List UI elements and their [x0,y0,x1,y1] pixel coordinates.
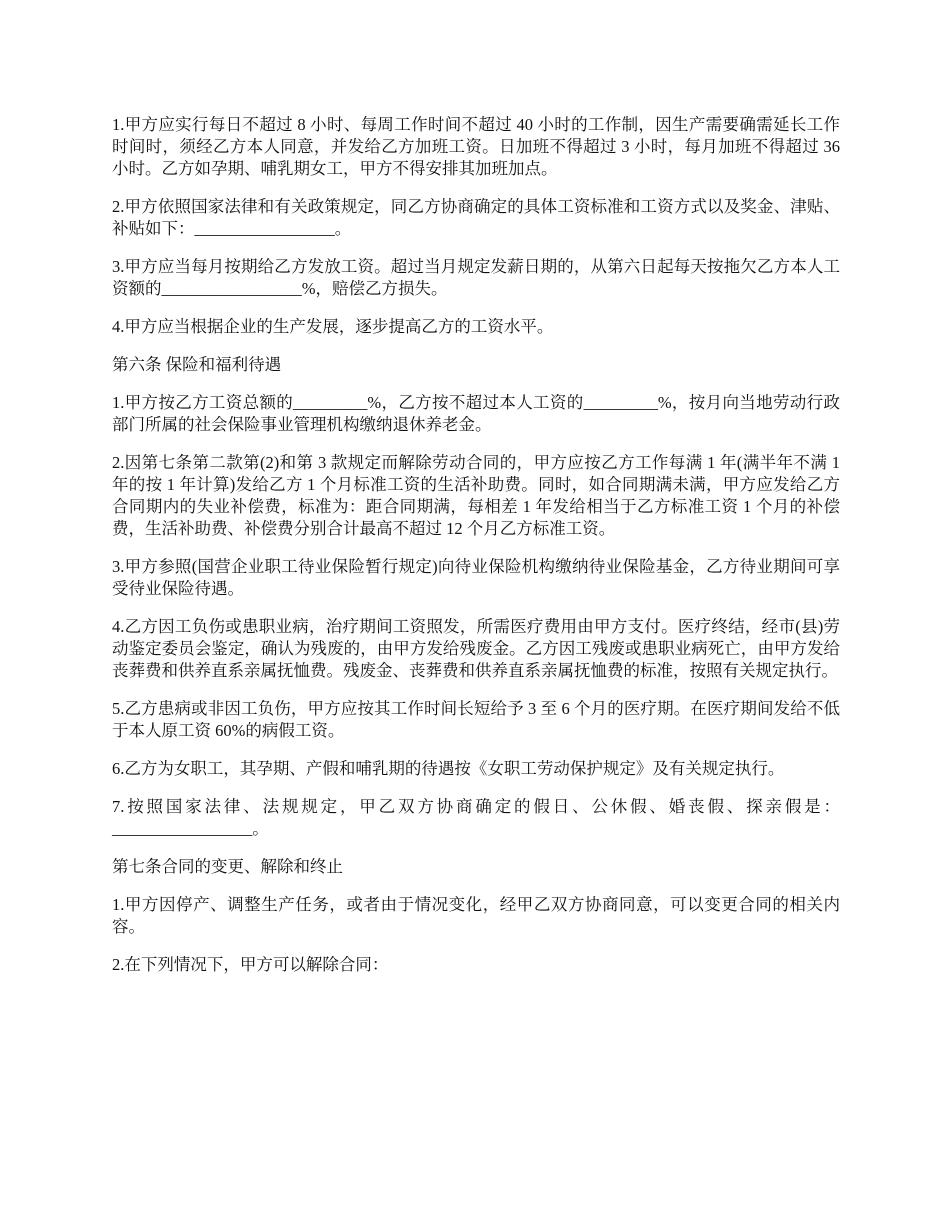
clause-text: 5.乙方患病或非因工负伤，甲方应按其工作时间长短给予 3 至 6 个月的医疗期。在医疗期间发给不低于本人原工资 60%的病假工资。 [112,699,840,740]
article-6-heading [112,354,840,376]
clause-6-2-living-subsidy [112,452,845,540]
clause-text: 3.甲方应当每月按期给乙方发放工资。超过当月规定发薪日期的，从第六日起每天按拖欠乙方本人工资额的_________________%，赔偿乙方损失。 [112,257,840,298]
heading-text: 第七条合同的变更、解除和终止 [112,857,343,876]
clause-text: 2.甲方依照国家法律和有关政策规定，同乙方协商确定的具体工资标准和工资方式以及奖金、津贴、补贴如下：_________________。 [112,197,840,238]
clause-text: 2.因第七条第二款第(2)和第 3 款规定而解除劳动合同的，甲方应按乙方工作每满 1 年(满半年不满 1 年的按 1 年计算)发给乙方 1 个月标准工资的生活补助费。同时，如合同期满未满，甲方应发给乙方合同期内的失业补偿费，标准为：距合同期满，每相差 1 年发给相当于乙方标准工资 1 个月的补偿费，生活补助费、补偿费分别合计最高不超过 12 个月乙方标准工资。 [112,453,845,538]
clause-5-4-wage-increase [112,316,840,338]
clause-6-1-pension [112,392,840,436]
clause-5-1-working-hours [112,114,845,180]
clause-text: 3.甲方参照(国营企业职工待业保险暂行规定)向待业保险机构缴纳待业保险基金，乙方待业期间可享受待业保险待遇。 [112,557,840,598]
heading-text: 第六条 保险和福利待遇 [112,355,282,374]
clause-7-2-termination [112,954,840,976]
contract-document [112,114,845,992]
clause-5-3-wage-payment [112,256,840,300]
article-7-heading [112,856,840,878]
clause-6-6-female-workers [112,758,840,780]
clause-text: 1.甲方因停产、调整生产任务，或者由于情况变化，经甲乙双方协商同意，可以变更合同的相关内容。 [112,895,840,936]
clause-text: 6.乙方为女职工，其孕期、产假和哺乳期的待遇按《女职工劳动保护规定》及有关规定执行。 [112,759,785,778]
clause-6-7-holidays [112,796,840,840]
clause-text: 1.甲方按乙方工资总额的_________%，乙方按不超过本人工资的_________%，按月向当地劳动行政部门所属的社会保险事业管理机构缴纳退休养老金。 [112,393,840,434]
clause-text: 2.在下列情况下，甲方可以解除合同： [112,955,389,974]
clause-6-3-unemployment-insurance [112,556,840,600]
clause-7-1-contract-change [112,894,840,938]
clause-5-2-wage-standard [112,196,840,240]
clause-6-5-sick-leave [112,698,840,742]
clause-text: 4.乙方因工负伤或患职业病，治疗期间工资照发，所需医疗费用由甲方支付。医疗终结，经市(县)劳动鉴定委员会鉴定，确认为残废的，由甲方发给残废金。乙方因工残废或患职业病死亡，由甲方发给丧葬费和供养直系亲属抚恤费。残废金、丧葬费和供养直系亲属抚恤费的标准，按照有关规定执行。 [112,617,840,680]
clause-text: 4.甲方应当根据企业的生产发展，逐步提高乙方的工资水平。 [112,317,554,336]
clause-text: 7.按照国家法律、法规规定，甲乙双方协商确定的假日、公休假、婚丧假、探亲假是：_________________。 [112,797,840,838]
clause-text: 1.甲方应实行每日不超过 8 小时、每周工作时间不超过 40 小时的工作制，因生产需要确需延长工作时间时，须经乙方本人同意，并发给乙方加班工资。日加班不得超过 3 小时，每月加班不得超过 36 小时。乙方如孕期、哺乳期女工，甲方不得安排其加班加点。 [112,115,845,178]
clause-6-4-work-injury [112,616,840,682]
